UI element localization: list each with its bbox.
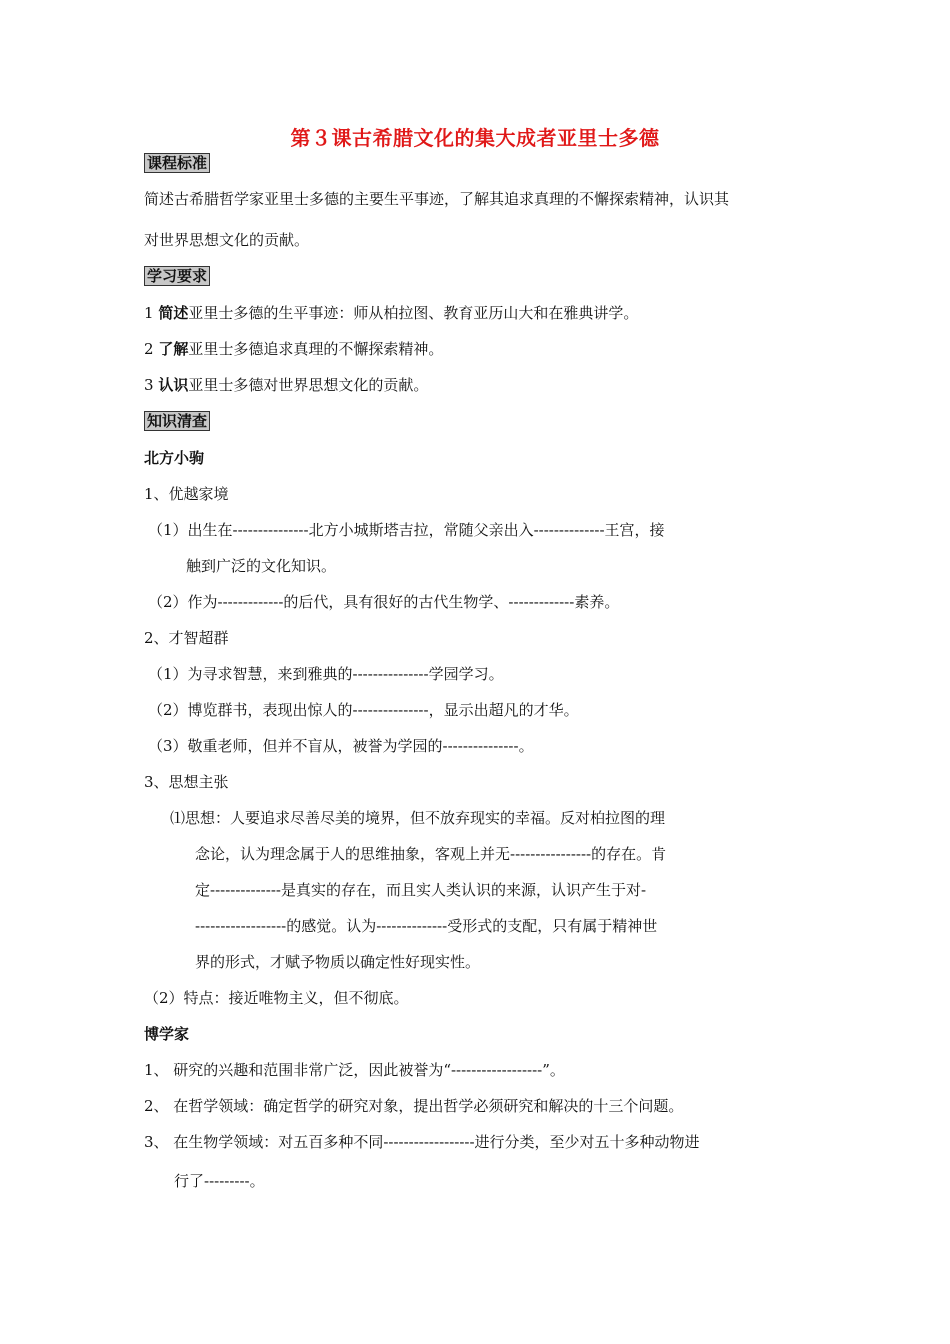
- section2-line: 1、 研究的兴趣和范围非常广泛，因此被誉为“------------------”。: [144, 1061, 565, 1079]
- section1-line: （2）作为-------------的后代，具有很好的古代生物学、-------------素养。: [148, 593, 620, 611]
- section1-line: （2）特点：接近唯物主义，但不彻底。: [144, 989, 409, 1007]
- curriculum-heading-label: 课程标准: [144, 153, 210, 173]
- requirement-text: 亚里士多德对世界思想文化的贡献。: [188, 376, 429, 394]
- requirement-item-1: [144, 303, 638, 323]
- requirement-num: 1: [144, 304, 159, 322]
- section1-line: （1）出生在---------------北方小城斯塔吉拉，常随父亲出入--------------王宫，接: [148, 521, 665, 539]
- section2-line: 2、 在哲学领域：确定哲学的研究对象，提出哲学必须研究和解决的十三个问题。: [144, 1097, 684, 1115]
- section1-line: （1）为寻求智慧，来到雅典的---------------学园学习。: [148, 665, 504, 683]
- section2-line: 行了---------。: [174, 1172, 265, 1190]
- requirement-verb: 了解: [158, 340, 189, 358]
- section1-line: 定--------------是真实的存在，而且实人类认识的来源，认识产生于对-: [195, 881, 647, 899]
- curriculum-line-1: 简述古希腊哲学家亚里士多德的主要生平事迹，了解其追求真理的不懈探索精神，认识其: [144, 190, 730, 208]
- section1-line: 触到广泛的文化知识。: [186, 557, 337, 575]
- requirement-num: 2: [144, 340, 159, 358]
- document-title: 第３课古希腊文化的集大成者亚里士多德: [290, 126, 660, 150]
- requirements-heading-label: 学习要求: [144, 266, 210, 286]
- section1-line: （2）博览群书，表现出惊人的---------------，显示出超凡的才华。: [148, 701, 579, 719]
- requirements-heading: [144, 266, 210, 286]
- section1-line: 3、思想主张: [144, 773, 229, 791]
- knowledge-heading: [144, 411, 210, 431]
- section1-line: ⑴思想：人要追求尽善尽美的境界，但不放弃现实的幸福。反对柏拉图的理: [170, 809, 666, 827]
- section1-line: ------------------的感觉。认为--------------受形式的支配，只有属于精神世: [195, 917, 658, 935]
- requirement-num: 3: [144, 376, 159, 394]
- section1-line: （3）敬重老师，但并不盲从，被誉为学园的---------------。: [148, 737, 534, 755]
- curriculum-heading: [144, 153, 210, 173]
- section1-line: 1、优越家境: [144, 485, 229, 503]
- requirement-item-3: [144, 375, 428, 395]
- section1-line: 念论，认为理念属于人的思维抽象，客观上并无----------------的存在。肯: [195, 845, 667, 863]
- requirement-text: 亚里士多德追求真理的不懈探索精神。: [188, 340, 444, 358]
- section-title-north: 北方小驹: [144, 449, 205, 467]
- section1-line: 界的形式，才赋予物质以确定性好现实性。: [195, 953, 481, 971]
- section-title-polymath: 博学家: [144, 1025, 190, 1043]
- requirement-verb: 认识: [158, 376, 189, 394]
- knowledge-heading-label: 知识清查: [144, 411, 210, 431]
- section1-line: 2、才智超群: [144, 629, 229, 647]
- requirement-item-2: [144, 339, 443, 359]
- section2-line: 3、 在生物学领域：对五百多种不同------------------进行分类，至少对五十多种动物进: [144, 1133, 700, 1151]
- requirement-text: 亚里士多德的生平事迹：师从柏拉图、教育亚历山大和在雅典讲学。: [188, 304, 639, 322]
- requirement-verb: 简述: [158, 304, 189, 322]
- curriculum-line-2: 对世界思想文化的贡献。: [144, 231, 310, 249]
